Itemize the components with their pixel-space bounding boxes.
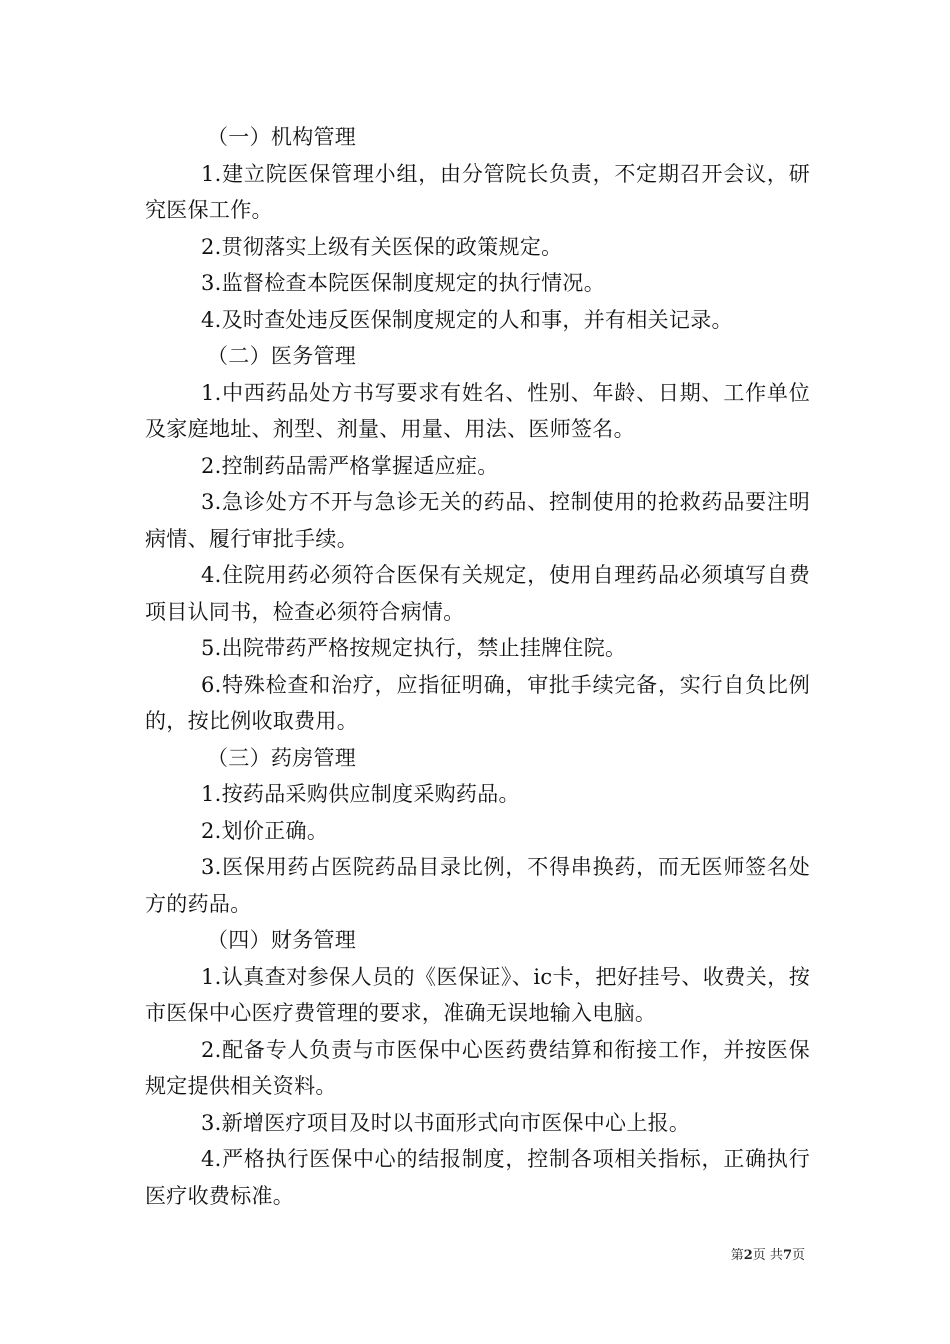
list-item: 1.按药品采购供应制度采购药品。 [201,782,520,806]
document-body [145,119,810,1214]
list-item: 3.新增医疗项目及时以书面形式向市医保中心上报。 [201,1110,691,1135]
footer-middle: 页 共 [752,1248,783,1263]
footer-prefix: 第 [730,1248,744,1263]
current-page-number: 2 [743,1248,753,1263]
list-item: 4.及时查处违反医保制度规定的人和事，并有相关记录。 [201,307,733,332]
section-heading: （二）医务管理 [207,344,357,368]
list-item: 4.严格执行医保中心的结报制度，控制各项相关指标，正确执行医疗收费标准。 [145,1147,810,1208]
list-item: 2.控制药品需严格掌握适应症。 [201,453,499,478]
list-item: 1.建立院医保管理小组，由分管院长负责，不定期召开会议，研究医保工作。 [145,161,810,222]
section-heading: （四）财务管理 [207,928,357,952]
list-item: 4.住院用药必须符合医保有关规定，使用自理药品必须填写自费项目认同书，检查必须符合病情。 [145,563,810,624]
list-item: 2.贯彻落实上级有关医保的政策规定。 [201,234,563,259]
list-item: 1.认真查对参保人员的《医保证》、ic卡，把好挂号、收费关，按市医保中心医疗费管理的要求，准确无误地输入电脑。 [145,964,810,1025]
list-item: 6.特殊检查和治疗，应指征明确，审批手续完备，实行自负比例的，按比例收取费用。 [145,672,810,733]
section-heading: （三）药房管理 [207,745,357,770]
list-item: 2.配备专人负责与市医保中心医药费结算和衔接工作，并按医保规定提供相关资料。 [145,1037,810,1098]
list-item: 2.划价正确。 [201,818,329,843]
footer-suffix: 页 [791,1248,805,1263]
section-heading: （一）机构管理 [207,125,357,149]
list-item: 5.出院带药严格按规定执行，禁止挂牌住院。 [201,636,627,660]
list-item: 3.医保用药占医院药品目录比例，不得串换药，而无医师签名处方的药品。 [145,855,810,916]
list-item: 3.急诊处方不开与急诊无关的药品、控制使用的抢救药品要注明病情、履行审批手续。 [145,490,810,551]
list-item: 3.监督检查本院医保制度规定的执行情况。 [201,271,606,295]
total-pages-number: 7 [782,1248,792,1263]
list-item: 1.中西药品处方书写要求有姓名、性别、年龄、日期、工作单位及家庭地址、剂型、剂量、用量、用法、医师签名。 [145,380,810,441]
page-number-footer [731,1247,805,1265]
